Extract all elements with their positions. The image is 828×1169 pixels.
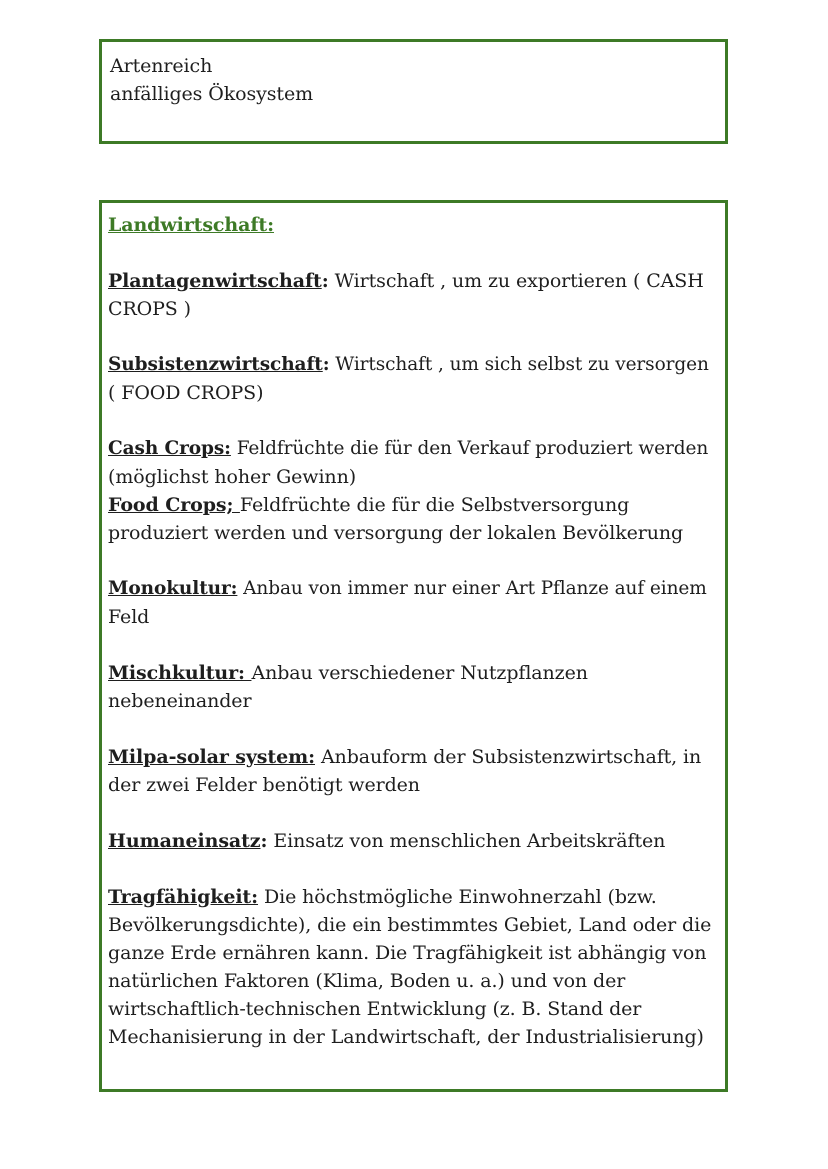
definition-separator: : xyxy=(322,354,330,375)
definition-separator: : xyxy=(321,270,329,292)
definition-text: Anbauform der Subsistenzwirtschaft, in xyxy=(315,746,702,768)
top-box-line-2: anfälliges Ökosystem xyxy=(110,83,314,105)
definition-line: nebeneinander xyxy=(108,690,252,712)
definition-line: ganze Erde ernähren kann. Die Tragfähigkeit ist abhängig von xyxy=(108,942,707,964)
definition-term: Cash Crops: xyxy=(108,438,231,459)
definition-line: Mechanisierung in der Landwirtschaft, der Industrialisierung) xyxy=(108,1026,704,1048)
top-text-box xyxy=(99,39,728,144)
definition-line: produziert werden und versorgung der lokalen Bevölkerung xyxy=(108,522,684,544)
definition-term: Subsistenzwirtschaft xyxy=(108,354,323,375)
definition-line xyxy=(108,743,719,771)
definition-text: Anbau von immer nur einer Art Pflanze auf einem xyxy=(237,578,707,599)
definition-line: Feld xyxy=(108,606,150,628)
spacer xyxy=(108,715,719,743)
definition-term: Mischkultur: xyxy=(108,662,252,684)
definition-separator: : xyxy=(260,830,268,852)
definition-line xyxy=(108,827,719,855)
definition-text: Wirtschaft , um sich selbst zu versorgen xyxy=(329,354,709,375)
definition-line xyxy=(108,491,719,519)
spacer xyxy=(108,855,719,883)
spacer xyxy=(108,631,719,659)
definition-line xyxy=(108,659,719,687)
spacer xyxy=(108,323,719,351)
definition-text: Einsatz von menschlichen Arbeitskräften xyxy=(267,830,666,852)
definition-line xyxy=(108,267,719,295)
definition-line: ( FOOD CROPS) xyxy=(108,382,264,404)
definition-text: Feldfrüchte die für die Selbstversorgung xyxy=(239,494,630,516)
definition-text: Feldfrüchte die für den Verkauf produziert werden xyxy=(230,438,709,459)
definition-line: Bevölkerungsdichte), die ein bestimmtes Gebiet, Land oder die xyxy=(108,914,712,936)
definition-line xyxy=(108,575,719,603)
spacer xyxy=(108,799,719,827)
definition-term: Food Crops; xyxy=(108,494,240,516)
definition-line: CROPS ) xyxy=(108,298,191,320)
spacer xyxy=(108,407,719,435)
definition-line xyxy=(108,435,719,463)
definition-text: Die höchstmögliche Einwohnerzahl (bzw. xyxy=(258,886,657,908)
agriculture-definitions-box xyxy=(99,200,728,1092)
definition-line: (möglichst hoher Gewinn) xyxy=(108,466,357,488)
section-heading: Landwirtschaft: xyxy=(108,214,274,236)
definition-term: Monokultur: xyxy=(108,578,238,599)
top-box-line-1: Artenreich xyxy=(110,55,213,77)
definition-term: Humaneinsatz xyxy=(108,830,261,852)
definition-line: der zwei Felder benötigt werden xyxy=(108,774,420,796)
definition-text: Wirtschaft , um zu exportieren ( CASH xyxy=(328,270,704,292)
spacer xyxy=(108,547,719,575)
definition-line: natürlichen Faktoren (Klima, Boden u. a.) und von der xyxy=(108,970,626,992)
definition-text: Anbau verschiedener Nutzpflanzen xyxy=(251,662,588,684)
definition-line xyxy=(108,883,719,911)
definition-line xyxy=(108,351,719,379)
definition-term: Plantagenwirtschaft xyxy=(108,270,322,292)
definition-line: wirtschaftlich-technischen Entwicklung (z. B. Stand der xyxy=(108,998,642,1020)
definition-term: Tragfähigkeit: xyxy=(108,886,259,908)
spacer xyxy=(108,239,719,267)
definition-term: Milpa-solar system: xyxy=(108,746,315,768)
